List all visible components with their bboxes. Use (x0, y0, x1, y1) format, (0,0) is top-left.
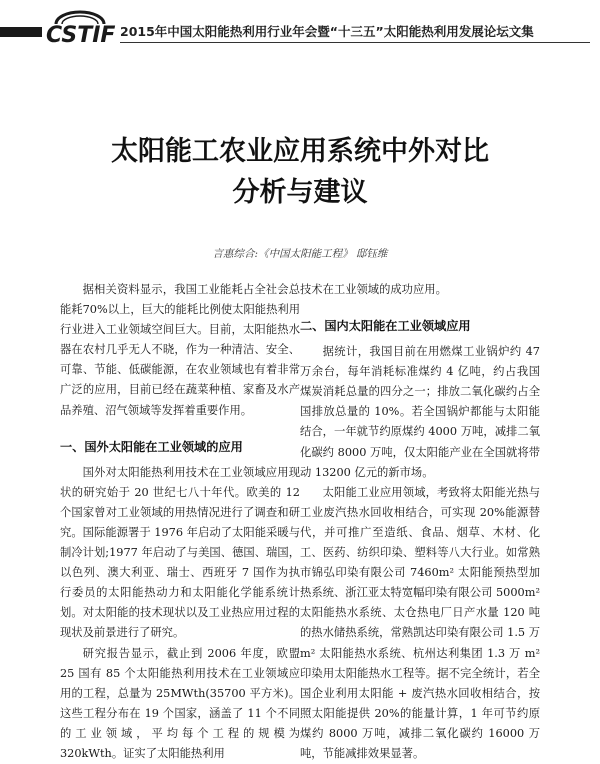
sun-arc-icon (52, 10, 108, 24)
left-column (60, 280, 300, 764)
intro-paragraph: 据相关资料显示，我国工业能耗占全社会总能耗70%以上，巨大的能耗比例使太阳能热利用行业进入工业领域空间巨大。目前，太阳能热水器在农村几乎无人不晓，作为一种清洁、安全、可靠、节能、低碳能源，在农业领域也有着非常广泛的应用，目前已经在蔬菜种植、家畜及水产品养殖、沼气领域等发挥着重要作用。 (60, 280, 300, 421)
right-column (300, 280, 540, 764)
header-bar (0, 27, 42, 37)
cstif-logo (46, 10, 114, 46)
section2-paragraph-1: 据统计，我国目前在用燃煤工业锅炉约 47 万余台，每年消耗标准煤约 4 亿吨，约占我国煤炭消耗总量的四分之一；排放二氧化碳约占全国排放总量的 10%。若全国锅炉都能与太阳能结合，一年就节约原煤约 4000 万吨，减排二氧化碳约 8000 万吨，仅太阳能产业在全国就将带动 13200 亿元的新市场。 (300, 342, 540, 483)
section1-paragraph-2: 研究报告显示，截止到 2006 年度，欧盟 25 国有 85 个太阳能热利用技术在工业领域应用的工程，总量为 25MWth(35700 平方米)。这些工程分布在 19 个国家，涵盖了 11 个不同的工业领域，平均每个工程的规模为 320kWth。证实了太阳能热利用 (60, 644, 300, 764)
section1-heading: 一、国外太阳能在工业领域的应用 (60, 437, 300, 457)
continued-paragraph: 技术在工业领域的成功应用。 (300, 280, 540, 300)
article-title-line1: 太阳能工农业应用系统中外对比 (0, 129, 600, 168)
article-byline: 言惠综合:《中国太阳能工程》 邸钰维 (0, 246, 600, 261)
article-title-line2: 分析与建议 (0, 170, 600, 209)
section2-heading: 二、国内太阳能在工业领域应用 (300, 316, 540, 336)
section2-paragraph-2: 太阳能工业应用领域，考致将太阳能光热与工业废汽热水回收相结合，可实现 20%能源替代，并可推广至造纸、食品、烟草、木材、化工、医药、纺织印染、塑料等八大行业。如常熟市锦弘印染有限公司 7460m² 太阳能预热型加热系统、浙江亚太特宽幅印染有限公司 5000m² 太阳能热水系统、太仓热电厂日产水量 120 吨的热水储热系统，常熟凯达印染有限公司 1.5 万 m² 太阳能热水系统、杭州达利集团 1.3 万 m² 印染用太阳能热水工程等。据不完全统计，若全国企业利用太阳能 + 废汽热水回收相结合，按照太阳能提供 20%的能量计算，1 年可节约原煤约 8000 万吨，减排二氧化碳约 16000 万吨，节能减排效果显著。 (300, 483, 540, 764)
running-title: 2015年中国太阳能热利用行业年会暨“十三五”太阳能热利用发展论坛文集 (120, 22, 534, 40)
header-rule (120, 42, 590, 43)
page-header (0, 0, 600, 50)
logo-text: CSTIF (46, 23, 115, 48)
section1-paragraph-1: 国外对太阳能热利用技术在工业领域应用现状的研究始于 20 世纪七八十年代。欧美的 12 个国家曾对工业领域的用热情况进行了调查和研究。国际能源署于 1976 年启动了太阳能采暖与制冷计划;1977 年启动了与美国、德国、瑞国，以色列、澳大利亚、瑞士、西班牙 7 国作为执行委员的太阳能热动力和太阳能化学能系统计划。对太阳能的技术现状以及工业热应用过程的现状及前景进行了研究。 (60, 463, 300, 644)
